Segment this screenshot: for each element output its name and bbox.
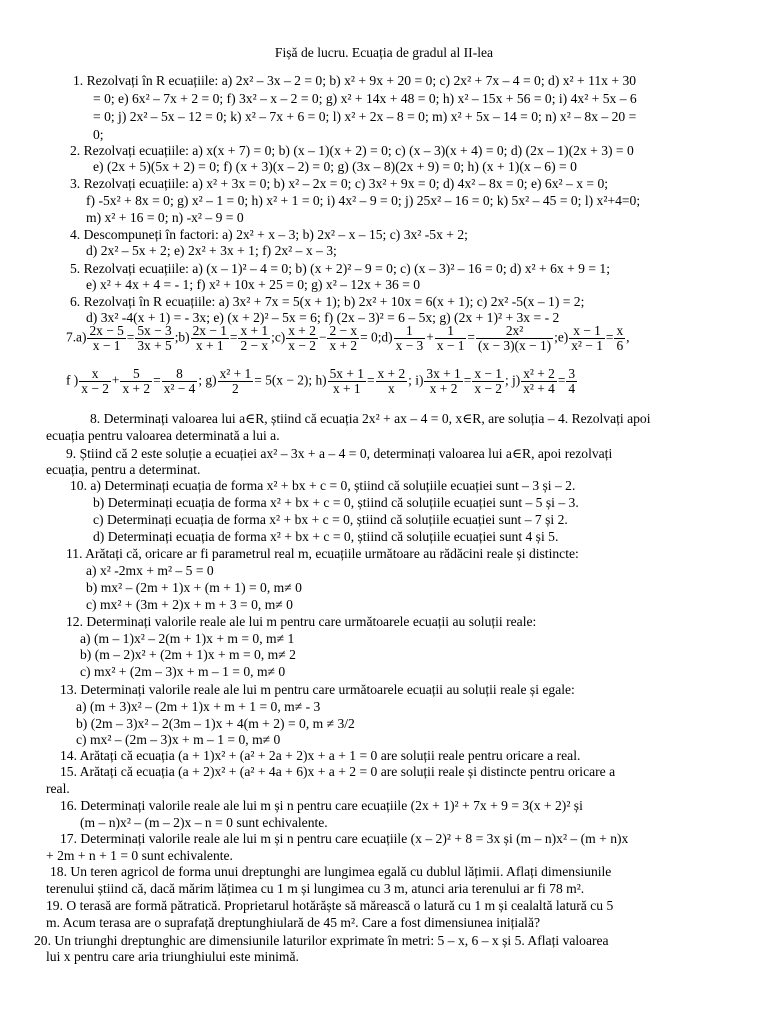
exercise-line: 18. Un teren agricol de forma unui dreptunghi are lungimea egală cu dublul lățimii. Aflați dimensiunile — [50, 864, 612, 879]
exercise-line: 3. Rezolvați ecuațiile: a) x² + 3x = 0; b) x² – 2x = 0; c) 3x² + 9x = 0; d) 4x² – 8x = 0; e) 6x² – x = 0; — [70, 176, 609, 191]
exercise-line: d) 3x² -4(x + 1) = - 3x; e) (x + 2)² – 5x = 6; f) (2x – 3)² = 6 – 5x; g) (2x + 1)² + 3x = - 2 — [86, 310, 560, 325]
exercise-line: m) x² + 16 = 0; n) -x² – 9 = 0 — [86, 210, 244, 225]
exercise-line: 17. Determinați valorile reale ale lui m și n pentru care ecuațiile (x – 2)² + 8 = 3x și (m – n)x² – (m + n)x — [60, 831, 629, 846]
exercise-line: 12. Determinați valorile reale ale lui m pentru care următoarele ecuații au soluții reale: — [66, 614, 537, 629]
exercise-line: lui x pentru care aria triunghiului este minimă. — [46, 949, 299, 964]
exercise-line: = 0; e) 6x² – 7x + 2 = 0; f) 3x² – x – 2 = 0; g) x² + 14x + 48 = 0; h) x² – 15x + 56 = 0; i) 4x² + 5x – 6 — [93, 91, 637, 106]
exercise-7-row2: f ) $\frac{x}{x - 2}$ + $\frac{5}{x + 2}$ = $\frac{8}{\text{x² − 4}}$ ; g) $\frac{\text{x² + 1}}{2}$ = 5(x − 2); h) $\frac{5x + 1}{x + 1}$ = $\frac{x + 2}{x}$ ; i) $\frac{3x + 1}{x + 2}$ = $\frac{x - 1}{x - 2}$ ; j) $\frac{\text{x² + 2}}{\text{x² + 4}}$ = $\frac{3}{4}$ — [66, 366, 576, 396]
exercise-line: d) Determinați ecuația de forma x² + bx + c = 0, știind că soluțiile ecuației sunt 4 și 5. — [93, 529, 559, 544]
exercise-line: b) (2m – 3)x² – 2(3m – 1)x + 4(m + 2) = 0, m ≠ 3/2 — [76, 716, 355, 731]
exercise-7-row1: 7.a) $\frac{2x - 5}{x - 1}$ = $\frac{5x - 3}{3x + 5}$ ;b) $\frac{2x - 1}{x + 1}$ = $\frac{x + 1}{2 - x}$ ;c) $\frac{x + 2}{x - 2}$ − $\frac{2 - x}{x + 2}$ = 0;d) $\frac{1}{x - 3}$ + $\frac{1}{x - 1}$ = $\frac{\text{2x²}}{(x - 3)(x - 1)}$ ;e) $\frac{x - 1}{\text{x² − 1}}$ = $\frac{x}{6}$ , — [66, 323, 630, 353]
exercise-line: 10. a) Determinați ecuația de forma x² + bx + c = 0, știind că soluțiile ecuației sunt – 3 și – 2. — [70, 478, 576, 493]
exercise-line: c) mx² + (3m + 2)x + m + 3 = 0, m≠ 0 — [86, 597, 293, 612]
exercise-line: 19. O terasă are formă pătratică. Proprietarul hotărăște să mărească o latură cu 1 m și cealaltă latură cu 5 — [46, 898, 614, 913]
exercise-line: = 0; j) 2x² – 5x – 12 = 0; k) x² – 7x + 6 = 0; l) x² + 2x – 8 = 0; m) x² + 5x – 14 = 0; n) x² – 8x – 20 = — [93, 109, 637, 124]
exercise-line: e) x² + 4x + 4 = - 1; f) x² + 10x + 25 = 0; g) x² – 12x + 36 = 0 — [86, 277, 421, 292]
exercise-line: 16. Determinați valorile reale ale lui m și n pentru care ecuațiile (2x + 1)² + 7x + 9 = 3(x + 2)² și — [60, 798, 583, 813]
exercise-line: e) (2x + 5)(5x + 2) = 0; f) (x + 3)(x – 2) = 0; g) (3x – 8)(2x + 9) = 0; h) (x + 1)(x – 6) = 0 — [93, 159, 577, 174]
exercise-line: 8. Determinați valoarea lui a∈R, știind că ecuația 2x² + ax – 4 = 0, x∈R, are soluția – 4. Rezolvați apoi — [90, 411, 651, 426]
exercise-line: b) Determinați ecuația de forma x² + bx + c = 0, știind că soluțiile ecuației sunt – 5 și – 3. — [93, 495, 579, 510]
exercise-line: ecuația pentru valoarea determinată a lui a. — [46, 428, 280, 443]
ex7-label: 7.a) — [66, 329, 87, 345]
exercise-line: m. Acum terasa are o suprafață dreptunghiulară de 45 m². Care a fost dimensiunea inițială? — [46, 915, 541, 930]
exercise-line: 15. Arătați că ecuația (a + 2)x² + (a² + 4a + 6)x + a + 2 = 0 are soluții reale și distincte pentru oricare a — [60, 764, 616, 779]
exercise-line: c) mx² – (2m – 3)x + m – 1 = 0, m≠ 0 — [76, 732, 281, 747]
exercise-line: 20. Un triunghi dreptunghic are dimensiunile laturilor exprimate în metri: 5 – x, 6 – x și 5. Aflați valoarea — [34, 933, 609, 948]
exercise-line: c) Determinați ecuația de forma x² + bx + c = 0, știind că soluțiile ecuației sunt – 7 și 2. — [93, 512, 568, 527]
exercise-line: 0; — [93, 127, 104, 142]
exercise-line: c) mx² + (2m – 3)x + m – 1 = 0, m≠ 0 — [80, 664, 286, 679]
exercise-line: b) (m – 2)x² + (2m + 1)x + m = 0, m≠ 2 — [80, 647, 296, 662]
exercise-line: 13. Determinați valorile reale ale lui m pentru care următoarele ecuații au soluții reale și egale: — [60, 682, 575, 697]
exercise-line: + 2m + n + 1 = 0 sunt echivalente. — [46, 848, 233, 863]
exercise-line: (m – n)x² – (m – 2)x – n = 0 sunt echivalente. — [80, 815, 328, 830]
exercise-line: 9. Știind că 2 este soluție a ecuației ax² – 3x + a – 4 = 0, determinați valoarea lui a∈R, apoi rezolvați — [66, 446, 613, 461]
exercise-line: 6. Rezolvați în R ecuațiile: a) 3x² + 7x = 5(x + 1); b) 2x² + 10x = 6(x + 1); c) 2x² -5(x – 1) = 2; — [70, 294, 585, 309]
fraction: $\frac{2x - 5}{x - 1}$ — [89, 323, 124, 353]
exercise-line: a) x² -2mx + m² – 5 = 0 — [86, 563, 214, 578]
exercise-line: 1. Rezolvați în R ecuațiile: a) 2x² – 3x – 2 = 0; b) x² + 9x + 20 = 0; c) 2x² + 7x – 4 = 0; d) x² + 11x + 30 — [73, 73, 637, 88]
exercise-line: real. — [46, 781, 70, 796]
exercise-line: 14. Arătați că ecuația (a + 1)x² + (a² + 2a + 2)x + a + 1 = 0 are soluții reale pentru oricare a real. — [60, 748, 581, 763]
exercise-line: a) (m + 3)x² – (2m + 1)x + m + 1 = 0, m≠ - 3 — [76, 699, 321, 714]
exercise-line: b) mx² – (2m + 1)x + (m + 1) = 0, m≠ 0 — [86, 580, 302, 595]
page-title: Fișă de lucru. Ecuația de gradul al II-lea — [274, 45, 494, 60]
exercise-line: f) -5x² + 8x = 0; g) x² – 1 = 0; h) x² + 1 = 0; i) 4x² – 9 = 0; j) 25x² – 16 = 0; k) 5x² – 45 = 0; l) x²+4=0; — [86, 193, 641, 208]
exercise-line: ecuația, pentru a determinat. — [46, 462, 201, 477]
exercise-line: d) 2x² – 5x + 2; e) 2x² + 3x + 1; f) 2x² – x – 3; — [86, 243, 337, 258]
exercise-line: terenului știind că, dacă mărim lățimea cu 1 m și lungimea cu 3 m, atunci aria terenului ar fi 78 m². — [46, 881, 585, 896]
exercise-line: 2. Rezolvați ecuațiile: a) x(x + 7) = 0; b) (x – 1)(x + 2) = 0; c) (x – 3)(x + 4) = 0; d) (2x – 1)(2x + 3) = 0 — [70, 143, 634, 158]
exercise-line: a) (m – 1)x² – 2(m + 1)x + m = 0, m≠ 1 — [80, 631, 295, 646]
exercise-line: 4. Descompuneți în factori: a) 2x² + x – 3; b) 2x² – x – 15; c) 3x² -5x + 2; — [70, 227, 468, 242]
exercise-line: 11. Arătați că, oricare ar fi parametrul real m, ecuațiile următoare au rădăcini reale și distincte: — [66, 546, 579, 561]
exercise-line: 5. Rezolvați ecuațiile: a) (x – 1)² – 4 = 0; b) (x + 2)² – 9 = 0; c) (x – 3)² – 16 = 0; d) x² + 6x + 9 = 1; — [70, 261, 610, 276]
